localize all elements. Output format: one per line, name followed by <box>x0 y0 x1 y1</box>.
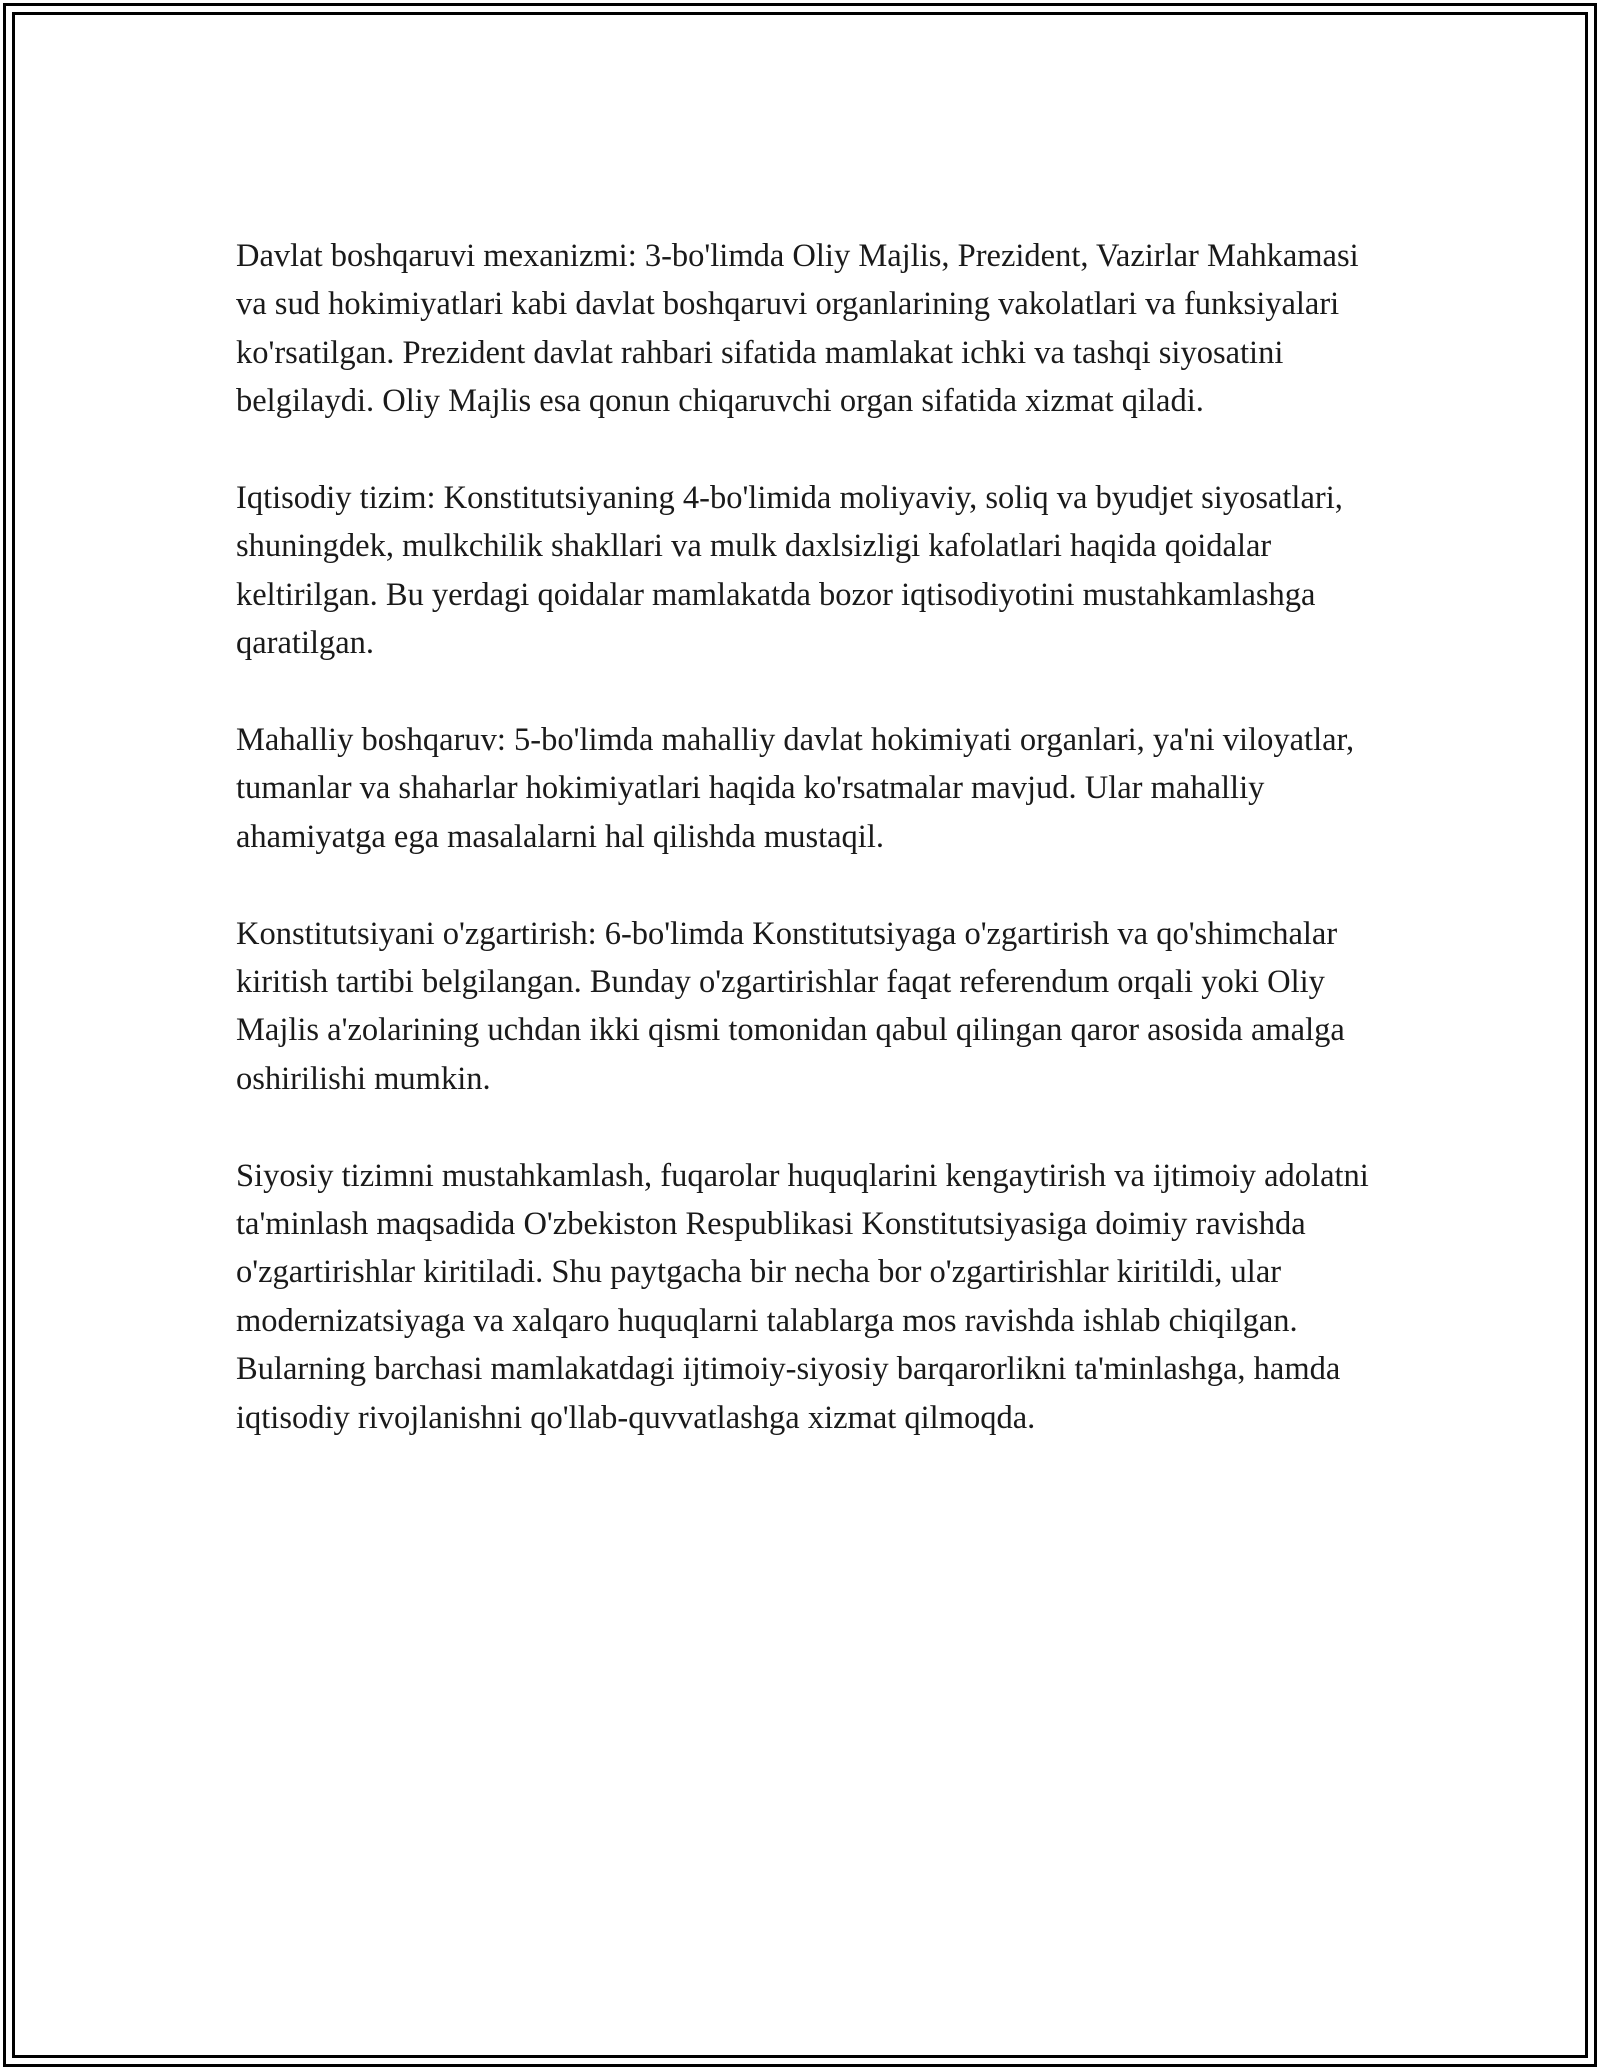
paragraph-local-government: Mahalliy boshqaruv: 5-bo'limda mahalliy davlat hokimiyati organlari, ya'ni viloyatlar, tumanlar va shaharlar hokimiyatlari haqida ko'rsatmalar mavjud. Ular mahalliy ahamiyatga ega masalalarni hal qilishda mustaqil. <box>236 722 1355 855</box>
document-body <box>236 232 1386 1490</box>
paragraph-economic-system: Iqtisodiy tizim: Konstitutsiyaning 4-bo'limida moliyaviy, soliq va byudjet siyosatlari, shuningdek, mulkchilik shakllari va mulk daxlsizligi kafolatlari haqida qoidalar keltirilgan. Bu yerdagi qoidalar mamlakatda bozor iqtisodiyotini mustahkamlashga qaratilgan. <box>236 480 1343 662</box>
paragraph-political-system: Siyosiy tizimni mustahkamlash, fuqarolar huquqlarini kengaytirish va ijtimoiy adolatni ta'minlash maqsadida O'zbekiston Respublikasi Konstitutsiyasiga doimiy ravishda o'zgartirishlar kiritiladi. Shu paytgacha bir necha bor o'zgartirishlar kiritildi, ular modernizatsiyaga va xalqaro huquqlarni talablarga mos ravishda ishlab chiqilgan. Bularning barchasi mamlakatdagi ijtimoiy-siyosiy barqarorlikni ta'minlashga, hamda iqtisodiy rivojlanishni qo'llab-quvvatlashga xizmat qilmoqda. <box>236 1157 1369 1436</box>
paragraph-constitution-amendment: Konstitutsiyani o'zgartirish: 6-bo'limda Konstitutsiyaga o'zgartirish va qo'shimchalar kiritish tartibi belgilangan. Bunday o'zgartirishlar faqat referendum orqali yoki Oliy Majlis a'zolarining uchdan ikki qismi tomonidan qabul qilingan qaror asosida amalga oshirilishi mumkin. <box>236 915 1345 1097</box>
paragraph-government-mechanism: Davlat boshqaruvi mexanizmi: 3-bo'limda Oliy Majlis, Prezident, Vazirlar Mahkamasi va sud hokimiyatlari kabi davlat boshqaruvi organlarining vakolatlari va funksiyalari ko'rsatilgan. Prezident davlat rahbari sifatida mamlakat ichki va tashqi siyosatini belgilaydi. Oliy Majlis esa qonun chiqaruvchi organ sifatida xizmat qiladi. <box>236 238 1359 420</box>
